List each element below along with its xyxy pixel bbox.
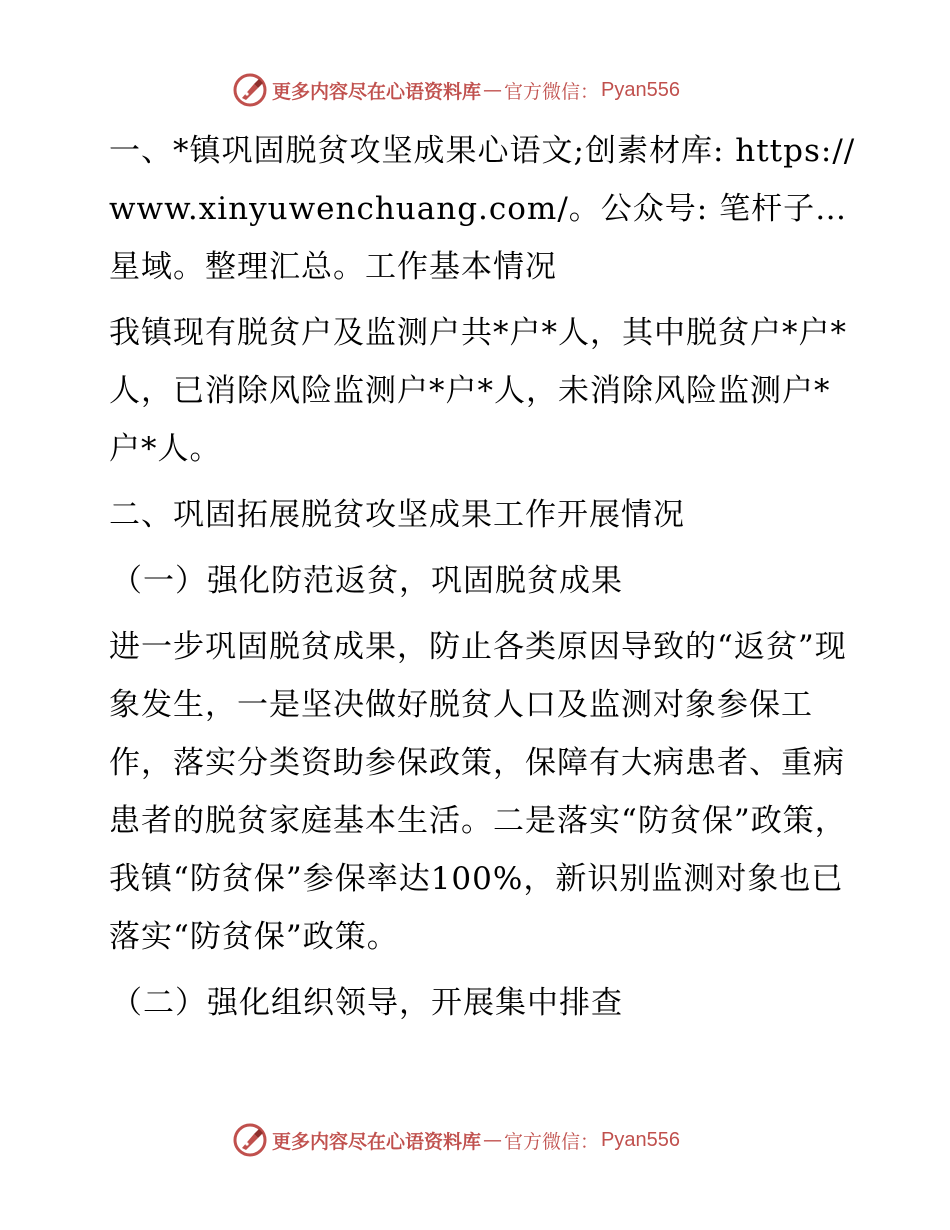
section1-title: 一、*镇巩固脱贫攻坚成果心语文;创素材库: https://www.xinyuwenchuang.com/。公众号: 笔杆子…星域。整理汇总。工作基本情况 xyxy=(109,133,856,285)
watermark-wechat-id: Pyan556 xyxy=(601,78,680,101)
subsection2-title: （二）强化组织领导，开展集中排查 xyxy=(111,985,623,1021)
pen-nib-logo-icon xyxy=(232,72,268,108)
watermark-official-label: 官方微信： xyxy=(504,1130,600,1153)
section1-body: 我镇现有脱贫户及监测户共*户*人，其中脱贫户*户*人，已消除风险监测户*户*人，未消除风险监测户*户*人。 xyxy=(109,315,847,467)
watermark-official-label: 官方微信： xyxy=(504,80,600,103)
header-watermark xyxy=(232,72,712,108)
document-body xyxy=(97,122,857,1040)
section2-title: 二、巩固拓展脱贫攻坚成果工作开展情况 xyxy=(109,497,685,533)
watermark-brand: 更多内容尽在心语资料库 xyxy=(272,80,482,103)
watermark-separator: — xyxy=(483,1129,503,1151)
subsection1-body: 进一步巩固脱贫成果，防止各类原因导致的“返贫”现象发生，一是坚决做好脱贫人口及监测对象参保工作，落实分类资助参保政策，保障有大病患者、重病患者的脱贫家庭基本生活。二是落实“防贫保”政策，我镇“防贫保”参保率达100%，新识别监测对象也已落实“防贫保”政策。 xyxy=(109,629,847,955)
subsection1-title: （一）强化防范返贫，巩固脱贫成果 xyxy=(111,563,623,599)
watermark-brand: 更多内容尽在心语资料库 xyxy=(272,1130,482,1153)
footer-watermark xyxy=(232,1122,712,1158)
watermark-separator: — xyxy=(483,79,503,101)
pen-nib-logo-icon xyxy=(232,1122,268,1158)
watermark-wechat-id: Pyan556 xyxy=(601,1128,680,1151)
